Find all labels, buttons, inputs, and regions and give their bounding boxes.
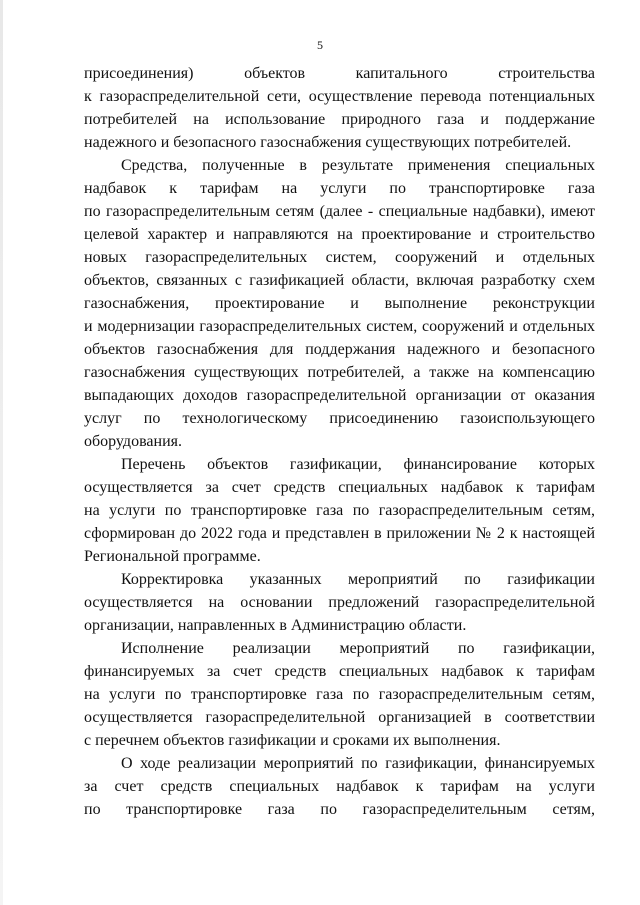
- paragraph-execution: [84, 637, 595, 752]
- text-line: О ходе реализации мероприятий по газификации, финансируемых: [121, 755, 595, 772]
- text-line: к газораспределительной сети, осуществление перевода потенциальных: [84, 88, 595, 105]
- text-line: объектов, связанных с газификацией области, включая разработку схем: [84, 272, 595, 289]
- text-line: на услуги по транспортировке газа по газораспределительным сетям,: [84, 502, 595, 519]
- text-line: Исполнение реализации мероприятий по газификации,: [121, 640, 595, 657]
- paragraph-correction: [84, 568, 595, 637]
- text-line: по газораспределительным сетям (далее - специальные надбавки), имеют: [84, 203, 595, 220]
- text-line: оборудования.: [84, 433, 182, 450]
- text-line: организации, направленных в Администрацию области.: [84, 617, 467, 634]
- text-line: выпадающих доходов газораспределительной организации от оказания: [84, 387, 595, 404]
- text-line: газоснабжения, проектирование и выполнение реконструкции: [84, 295, 595, 312]
- text-line: услуг по технологическому присоединению газоиспользующего: [84, 410, 595, 427]
- text-line: осуществляется за счет средств специальных надбавок к тарифам: [84, 479, 595, 496]
- text-line: Перечень объектов газификации, финансирование которых: [121, 456, 595, 473]
- paragraph-continuation: [84, 62, 595, 154]
- text-line: финансируемых за счет средств специальных надбавок к тарифам: [84, 663, 595, 680]
- text-line: Средства, полученные в результате применения специальных: [121, 157, 595, 174]
- scan-edge: [0, 0, 3, 905]
- page-number: 5: [317, 38, 323, 52]
- text-line: надбавок к тарифам на услуги по транспортировке газа: [84, 180, 595, 197]
- text-line: на услуги по транспортировке газа по газораспределительным сетям,: [84, 686, 595, 703]
- paragraph-funds: [84, 154, 595, 453]
- text-line: осуществляется газораспределительной организацией в соответствии: [84, 709, 595, 726]
- text-line: надежного и безопасного газоснабжения существующих потребителей.: [84, 134, 572, 151]
- text-line: потребителей на использование природного газа и поддержание: [84, 111, 595, 128]
- text-line: Региональной программе.: [84, 548, 261, 565]
- text-line: объектов газоснабжения для поддержания надежного и безопасного: [84, 341, 595, 358]
- text-line: новых газораспределительных систем, сооружений и отдельных: [84, 249, 595, 266]
- text-line: и модернизации газораспределительных систем, сооружений и отдельных: [84, 318, 595, 335]
- document-body: [84, 62, 595, 821]
- text-line: присоединения) объектов капитального строительства: [84, 65, 595, 82]
- text-line: с перечнем объектов газификации и сроками их выполнения.: [84, 732, 501, 749]
- text-line: за счет средств специальных надбавок к тарифам на услуги: [84, 778, 595, 795]
- text-line: сформирован до 2022 года и представлен в приложении № 2 к настоящей: [84, 525, 595, 542]
- text-line: целевой характер и направляются на проектирование и строительство: [84, 226, 595, 243]
- text-line: газоснабжения существующих потребителей, а также на компенсацию: [84, 364, 595, 381]
- paragraph-list: [84, 453, 595, 568]
- text-line: по транспортировке газа по газораспределительным сетям,: [84, 801, 595, 818]
- paragraph-progress: [84, 752, 595, 821]
- text-line: Корректировка указанных мероприятий по газификации: [121, 571, 595, 588]
- text-line: осуществляется на основании предложений газораспределительной: [84, 594, 595, 611]
